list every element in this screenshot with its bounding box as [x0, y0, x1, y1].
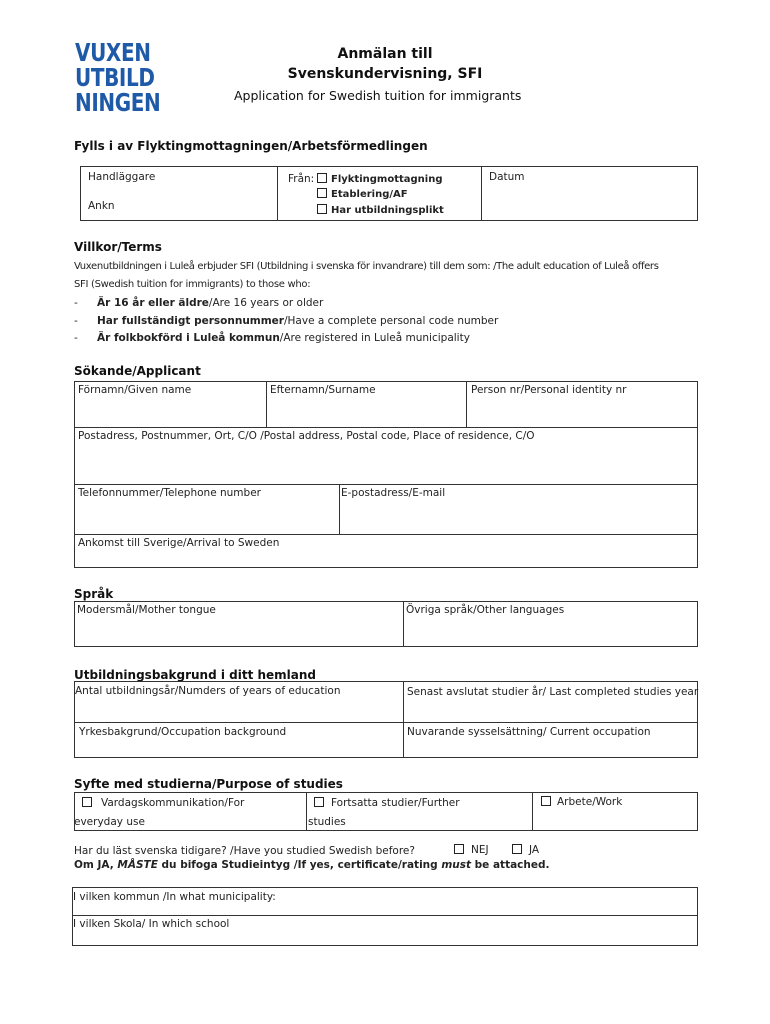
terms-item-rest: /Have a complete personal code number	[283, 315, 499, 327]
purpose-everyday[interactable]	[82, 797, 244, 809]
terms-item-bold: Är folkbokförd i Luleå kommun	[97, 332, 280, 344]
divider	[466, 381, 467, 427]
arrival-field[interactable]: Ankomst till Sverige/Arrival to Sweden	[78, 537, 280, 549]
option-label: Vardagskommunikation/For	[101, 797, 245, 809]
terms-item-bold: Har fullständigt personnummer	[97, 315, 284, 327]
previous-question: Har du läst svenska tidigare? /Have you studied Swedish before?	[74, 845, 415, 857]
email-field[interactable]: E-postadress/E-mail	[341, 487, 446, 499]
education-heading: Utbildningsbakgrund i ditt hemland	[74, 668, 317, 682]
language-heading: Språk	[74, 587, 114, 601]
school-field[interactable]: I vilken Skola/ In which school	[73, 918, 230, 930]
checkbox[interactable]	[512, 844, 522, 854]
certificate-note	[74, 859, 550, 871]
terms-intro-1: Vuxenutbildningen i Luleå erbjuder SFI (Utbildning i svenska för invandrare) till dem som: /The adult education of Luleå offers	[74, 261, 659, 272]
fran-label: Från:	[288, 173, 315, 185]
checkbox[interactable]	[317, 204, 327, 214]
purpose-further-studies[interactable]	[314, 797, 460, 809]
purpose-work[interactable]	[541, 796, 622, 808]
checkbox[interactable]	[454, 844, 464, 854]
answer-yes[interactable]	[512, 844, 539, 856]
datum-field[interactable]: Datum	[489, 171, 525, 183]
purpose-heading: Syfte med studierna/Purpose of studies	[74, 777, 343, 791]
option-label: Etablering/AF	[331, 189, 408, 200]
title-line-1: Anmälan till	[337, 46, 433, 62]
note-part: be attached.	[471, 859, 550, 871]
years-education-field[interactable]: Antal utbildningsår/Numders of years of education	[75, 685, 341, 697]
checkbox[interactable]	[82, 797, 92, 807]
divider	[481, 166, 482, 221]
divider	[306, 792, 307, 831]
note-part: du bifoga Studieintyg /If yes, certificate/rating	[157, 859, 442, 871]
divider	[74, 427, 698, 428]
mother-tongue-field[interactable]: Modersmål/Mother tongue	[77, 604, 216, 616]
option-label: NEJ	[471, 844, 489, 856]
checkbox[interactable]	[314, 797, 324, 807]
divider	[532, 792, 533, 831]
office-heading: Fylls i av Flyktingmottagningen/Arbetsförmedlingen	[74, 139, 428, 153]
title-line-2: Svenskundervisning, SFI	[287, 66, 483, 82]
address-field[interactable]: Postadress, Postnummer, Ort, C/O /Postal address, Postal code, Place of residence, C/O	[78, 430, 535, 442]
option-label: JA	[529, 844, 540, 856]
option-label: Flyktingmottagning	[331, 174, 443, 185]
checkbox[interactable]	[317, 188, 327, 198]
other-languages-field[interactable]: Övriga språk/Other languages	[406, 604, 565, 616]
divider	[74, 534, 698, 535]
logo-line-3: NINGEN	[75, 88, 161, 117]
occupation-background-field[interactable]: Yrkesbakgrund/Occupation background	[79, 726, 287, 738]
terms-item: -	[74, 315, 78, 327]
option-label: Har utbildningsplikt	[331, 205, 444, 216]
handlaggare-field[interactable]: Handläggare	[88, 171, 156, 183]
given-name-field[interactable]: Förnamn/Given name	[78, 384, 192, 396]
divider	[74, 484, 698, 485]
note-emphasis: MÅSTE	[117, 859, 158, 871]
personal-id-field[interactable]: Person nr/Personal identity nr	[471, 384, 627, 396]
surname-field[interactable]: Efternamn/Surname	[270, 384, 376, 396]
divider	[74, 722, 698, 723]
divider	[266, 381, 267, 427]
phone-field[interactable]: Telefonnummer/Telephone number	[78, 487, 261, 499]
terms-item-bold: Är 16 år eller äldre	[97, 297, 209, 309]
divider	[403, 681, 404, 758]
option-flyktingmottagning[interactable]	[317, 173, 443, 185]
logo-line-1: VUXEN	[75, 38, 151, 67]
terms-heading: Villkor/Terms	[74, 240, 162, 254]
option-label: Arbete/Work	[557, 796, 623, 808]
checkbox[interactable]	[317, 173, 327, 183]
last-completed-field[interactable]: Senast avslutat studier år/ Last completed studies year	[407, 686, 699, 698]
answer-no[interactable]	[454, 844, 489, 856]
terms-item: -	[74, 297, 78, 309]
terms-item-rest: /Are 16 years or older	[208, 297, 324, 309]
purpose-further-line2: studies	[308, 816, 346, 828]
municipality-field[interactable]: I vilken kommun /In what municipality:	[73, 891, 276, 903]
divider	[277, 166, 278, 221]
divider	[339, 484, 340, 534]
option-etablering[interactable]	[317, 188, 408, 200]
purpose-everyday-line2: everyday use	[74, 816, 145, 828]
terms-item-1	[97, 297, 323, 309]
logo-line-2: UTBILD	[75, 63, 155, 92]
divider	[403, 601, 404, 647]
ankn-field[interactable]: Ankn	[88, 200, 115, 212]
option-label: Fortsatta studier/Further	[331, 797, 460, 809]
checkbox[interactable]	[541, 796, 551, 806]
terms-item-2	[97, 315, 498, 327]
note-part: Om JA,	[74, 859, 118, 871]
subtitle: Application for Swedish tuition for immigrants	[234, 88, 522, 103]
terms-item-3	[97, 332, 470, 344]
applicant-heading: Sökande/Applicant	[74, 364, 201, 378]
terms-intro-2: SFI (Swedish tuition for immigrants) to those who:	[74, 279, 311, 290]
terms-item-rest: /Are registered in Luleå municipality	[279, 332, 470, 344]
note-emphasis: must	[441, 859, 472, 871]
option-utbildningsplikt[interactable]	[317, 204, 444, 216]
divider	[72, 915, 698, 916]
terms-item: -	[74, 332, 78, 344]
current-occupation-field[interactable]: Nuvarande sysselsättning/ Current occupation	[407, 726, 651, 738]
